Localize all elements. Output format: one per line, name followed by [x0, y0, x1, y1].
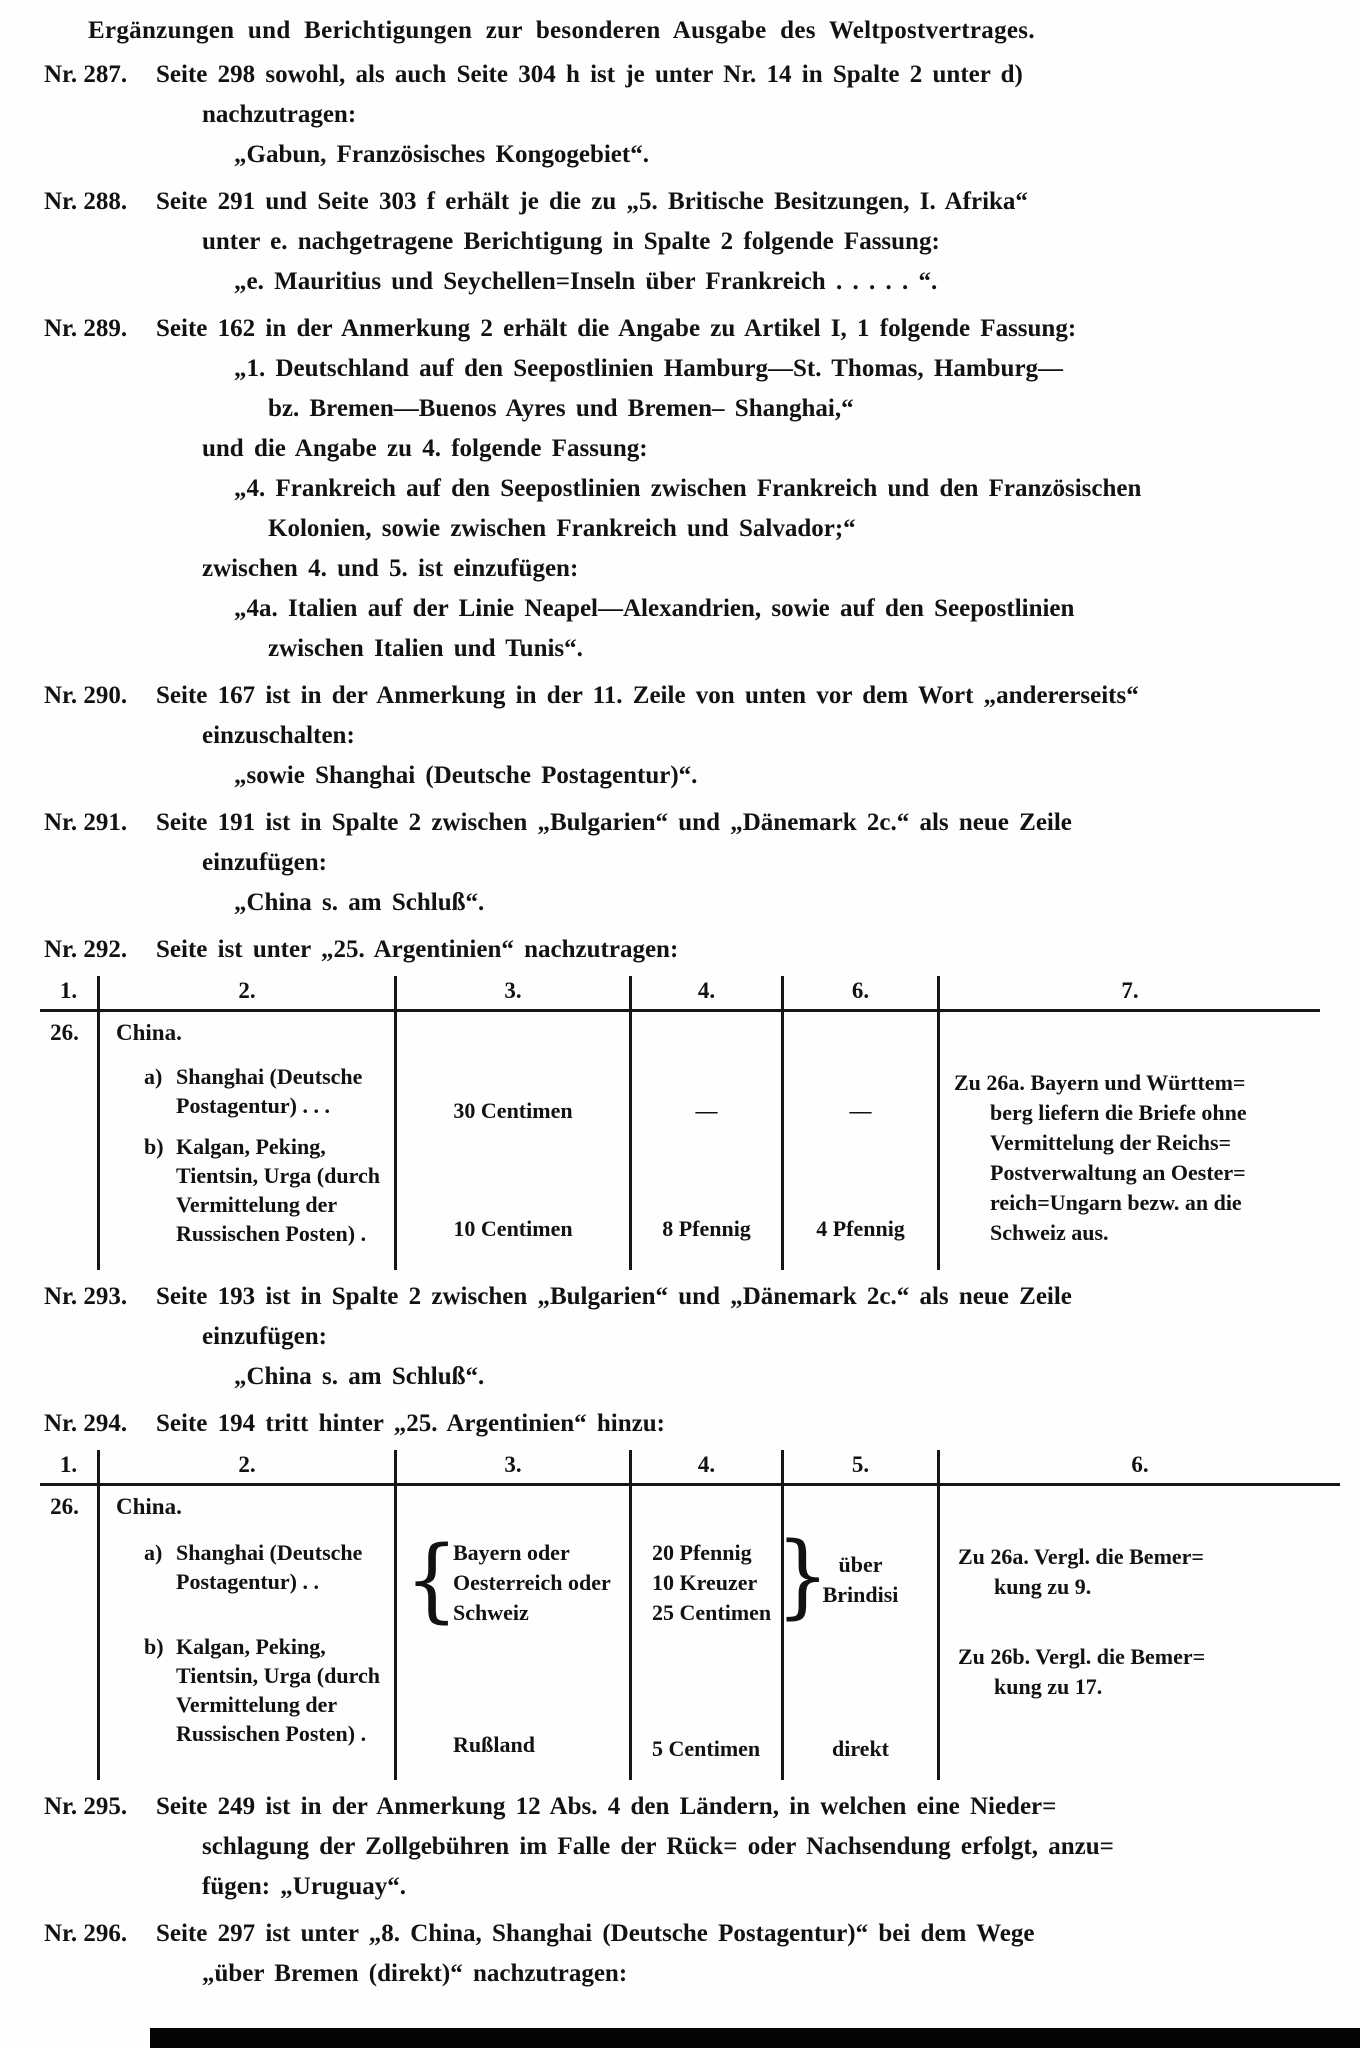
route-item-line: Kalgan, Peking, — [176, 1634, 326, 1659]
correction-table-294 — [40, 1450, 1340, 1780]
entry-line: nachzutragen: — [202, 101, 357, 128]
entry-nr-288 — [0, 182, 1360, 302]
table-header-cell: 5. — [781, 1450, 937, 1486]
entry-nr-293 — [0, 1277, 1360, 1397]
entry-quote-line: „e. Mauritius und Seychellen=Inseln über Frankreich . . . . . “. — [234, 268, 938, 295]
via-countries — [453, 1538, 611, 1628]
rate-value: 20 Pfennig — [652, 1540, 752, 1565]
entry-quote-line: „4. Frankreich auf den Seepostlinien zwischen Frankreich und den Französischen — [234, 475, 1142, 502]
entry-line: einzufügen: — [202, 849, 327, 876]
note-line: kung zu 9. — [994, 1574, 1092, 1599]
table-header-cell: 2. — [97, 976, 394, 1012]
entry-quote-line: „China s. am Schluß“. — [234, 1363, 485, 1390]
note-line: Zu 26a. Bayern und Württem= — [954, 1070, 1246, 1095]
route-item-line: Russischen Posten) . — [176, 1221, 367, 1246]
entry-quote-line: „China s. am Schluß“. — [234, 889, 485, 916]
table-header-cell: 6. — [781, 976, 937, 1012]
entry-line: schlagung der Zollgebühren im Falle der Rück= oder Nachsendung erfolgt, anzu= — [202, 1833, 1114, 1860]
entry-nr-294 — [0, 1404, 1360, 1444]
table-header-cell: 7. — [937, 976, 1320, 1012]
entry-number: Nr. 295. — [44, 1793, 128, 1820]
route-item-label: b) — [144, 1134, 164, 1159]
entry-quote-line: bz. Bremen—Buenos Ayres und Bremen– Shanghai,“ — [268, 395, 854, 422]
entry-line: Seite 194 tritt hinter „25. Argentinien“ hinzu: — [156, 1410, 665, 1437]
entry-number: Nr. 293. — [44, 1283, 128, 1310]
route-item-line: Vermittelung der — [176, 1192, 338, 1217]
dash-value: — — [849, 1098, 872, 1123]
entry-quote-line: „sowie Shanghai (Deutsche Postagentur)“. — [234, 762, 698, 789]
table-header-cell: 1. — [40, 1450, 97, 1486]
via-country-line: Schweiz — [453, 1600, 529, 1625]
entry-line: zwischen 4. und 5. ist einzufügen: — [202, 555, 579, 582]
table-header-cell: 2. — [97, 1450, 394, 1486]
entry-line: Seite 298 sowohl, als auch Seite 304 h ist je unter Nr. 14 in Spalte 2 unter d) — [156, 61, 1023, 88]
dash-value: — — [695, 1098, 718, 1123]
entry-number: Nr. 288. — [44, 188, 128, 215]
table-header-cell: 4. — [629, 976, 781, 1012]
route-item-a — [144, 1538, 362, 1596]
entry-quote-line: zwischen Italien und Tunis“. — [268, 635, 583, 662]
rate-value: 10 Kreuzer — [652, 1570, 758, 1595]
note-line: Zu 26b. Vergl. die Bemer= — [958, 1644, 1206, 1669]
via-country-line: Oesterreich oder — [453, 1570, 611, 1595]
route-item-b — [144, 1132, 380, 1248]
entry-nr-289 — [0, 309, 1360, 669]
entry-quote-line: Kolonien, sowie zwischen Frankreich und Salvador;“ — [268, 515, 856, 542]
note-line: Vermittelung der Reichs= — [990, 1130, 1232, 1155]
brace-right-icon: } — [776, 1522, 830, 1628]
country-name: China. — [116, 1020, 182, 1045]
entry-quote-line: „1. Deutschland auf den Seepostlinien Hamburg—St. Thomas, Hamburg— — [234, 355, 1064, 382]
country-name: China. — [116, 1494, 182, 1519]
table-header-cell: 3. — [394, 976, 629, 1012]
route-line: über — [838, 1552, 883, 1577]
entry-nr-290 — [0, 676, 1360, 796]
via-country-line: Rußland — [453, 1732, 535, 1757]
remark-note — [958, 1642, 1336, 1702]
entry-quote-line: „Gabun, Französisches Kongogebiet“. — [234, 141, 649, 168]
table-header-cell: 1. — [40, 976, 97, 1012]
route-item-label: a) — [144, 1540, 163, 1565]
route-group — [784, 1550, 937, 1610]
brace-left-icon: { — [405, 1526, 459, 1632]
entry-line: Seite 297 ist unter „8. China, Shanghai (Deutsche Postagentur)“ bei dem Wege — [156, 1920, 1035, 1947]
entry-line: und die Angabe zu 4. folgende Fassung: — [202, 435, 648, 462]
route-item-label: a) — [144, 1064, 163, 1089]
entry-line: Seite 291 und Seite 303 f erhält je die zu „5. Britische Besitzungen, I. Afrika“ — [156, 188, 1028, 215]
route-item-line: Russischen Posten) . — [176, 1721, 367, 1746]
route-item-line: Kalgan, Peking, — [176, 1134, 326, 1159]
route-line: Brindisi — [822, 1582, 899, 1607]
route-item-line: Vermittelung der — [176, 1692, 338, 1717]
entry-line: Seite ist unter „25. Argentinien“ nachzutragen: — [156, 936, 679, 963]
route-item-label: b) — [144, 1634, 164, 1659]
route-item-line: Postagentur) . . — [176, 1569, 319, 1594]
rate-group — [652, 1538, 771, 1628]
entry-nr-292 — [0, 930, 1360, 970]
entry-number: Nr. 291. — [44, 809, 128, 836]
route-item-line: Postagentur) . . . — [176, 1093, 330, 1118]
entry-number: Nr. 296. — [44, 1920, 128, 1947]
entry-number: Nr. 292. — [44, 936, 128, 963]
entry-line: Seite 167 ist in der Anmerkung in der 11. Zeile von unten vor dem Wort „andererseits“ — [156, 682, 1139, 709]
row-number: 26. — [50, 1020, 79, 1045]
entry-line: Seite 249 ist in der Anmerkung 12 Abs. 4 den Ländern, in welchen eine Nieder= — [156, 1793, 1057, 1820]
entry-line: einzufügen: — [202, 1323, 327, 1350]
entry-line: unter e. nachgetragene Berichtigung in Spalte 2 folgende Fassung: — [202, 228, 940, 255]
entry-number: Nr. 290. — [44, 682, 128, 709]
table-header-cell: 3. — [394, 1450, 629, 1486]
entry-line: Seite 162 in der Anmerkung 2 erhält die Angabe zu Artikel I, 1 folgende Fassung: — [156, 315, 1077, 342]
table-header-cell: 6. — [937, 1450, 1340, 1486]
note-line: kung zu 17. — [994, 1674, 1103, 1699]
correction-table-292 — [40, 976, 1320, 1270]
row-number: 26. — [50, 1494, 79, 1519]
entry-line: „über Bremen (direkt)“ nachzutragen: — [202, 1960, 628, 1987]
scan-artifact-bar — [150, 2028, 1360, 2048]
remark-note — [954, 1068, 1314, 1248]
route-item-line: Tientsin, Urga (durch — [176, 1163, 380, 1188]
entry-nr-287 — [0, 55, 1360, 175]
page-title: Ergänzungen und Berichtigungen zur besonderen Ausgabe des Weltpostvertrages. — [88, 17, 1035, 44]
route-item-line: Shanghai (Deutsche — [176, 1064, 363, 1089]
rate-value: 10 Centimen — [453, 1216, 573, 1241]
note-line: Postverwaltung an Oester= — [990, 1160, 1246, 1185]
entry-line: Seite 191 ist in Spalte 2 zwischen „Bulgarien“ und „Dänemark 2c.“ als neue Zeile — [156, 809, 1072, 836]
route-item-line: Tientsin, Urga (durch — [176, 1663, 380, 1688]
remark-note — [958, 1542, 1336, 1602]
entry-nr-295 — [0, 1787, 1360, 1907]
via-country-line: Bayern oder — [453, 1540, 570, 1565]
note-line: Schweiz aus. — [990, 1220, 1109, 1245]
note-line: reich=Ungarn bezw. an die — [990, 1190, 1242, 1215]
entry-line: fügen: „Uruguay“. — [202, 1873, 407, 1900]
rate-value: 30 Centimen — [453, 1098, 573, 1123]
route-item-line: Shanghai (Deutsche — [176, 1540, 363, 1565]
rate-value: 5 Centimen — [652, 1736, 761, 1761]
rate-value: 8 Pfennig — [662, 1216, 751, 1241]
entry-nr-296 — [0, 1914, 1360, 1994]
entry-line: einzuschalten: — [202, 722, 355, 749]
note-line: berg liefern die Briefe ohne — [990, 1100, 1247, 1125]
entry-number: Nr. 289. — [44, 315, 128, 342]
route-line: direkt — [831, 1736, 890, 1761]
entry-number: Nr. 294. — [44, 1410, 128, 1437]
entry-quote-line: „4a. Italien auf der Linie Neapel—Alexandrien, sowie auf den Seepostlinien — [234, 595, 1075, 622]
rate-value: 25 Centimen — [652, 1600, 772, 1625]
route-item-a — [144, 1062, 362, 1120]
entry-line: Seite 193 ist in Spalte 2 zwischen „Bulgarien“ und „Dänemark 2c.“ als neue Zeile — [156, 1283, 1072, 1310]
entry-nr-291 — [0, 803, 1360, 923]
table-header-cell: 4. — [629, 1450, 781, 1486]
rate-value: 4 Pfennig — [816, 1216, 905, 1241]
note-line: Zu 26a. Vergl. die Bemer= — [958, 1544, 1204, 1569]
route-item-b — [144, 1632, 380, 1748]
entry-number: Nr. 287. — [44, 61, 128, 88]
